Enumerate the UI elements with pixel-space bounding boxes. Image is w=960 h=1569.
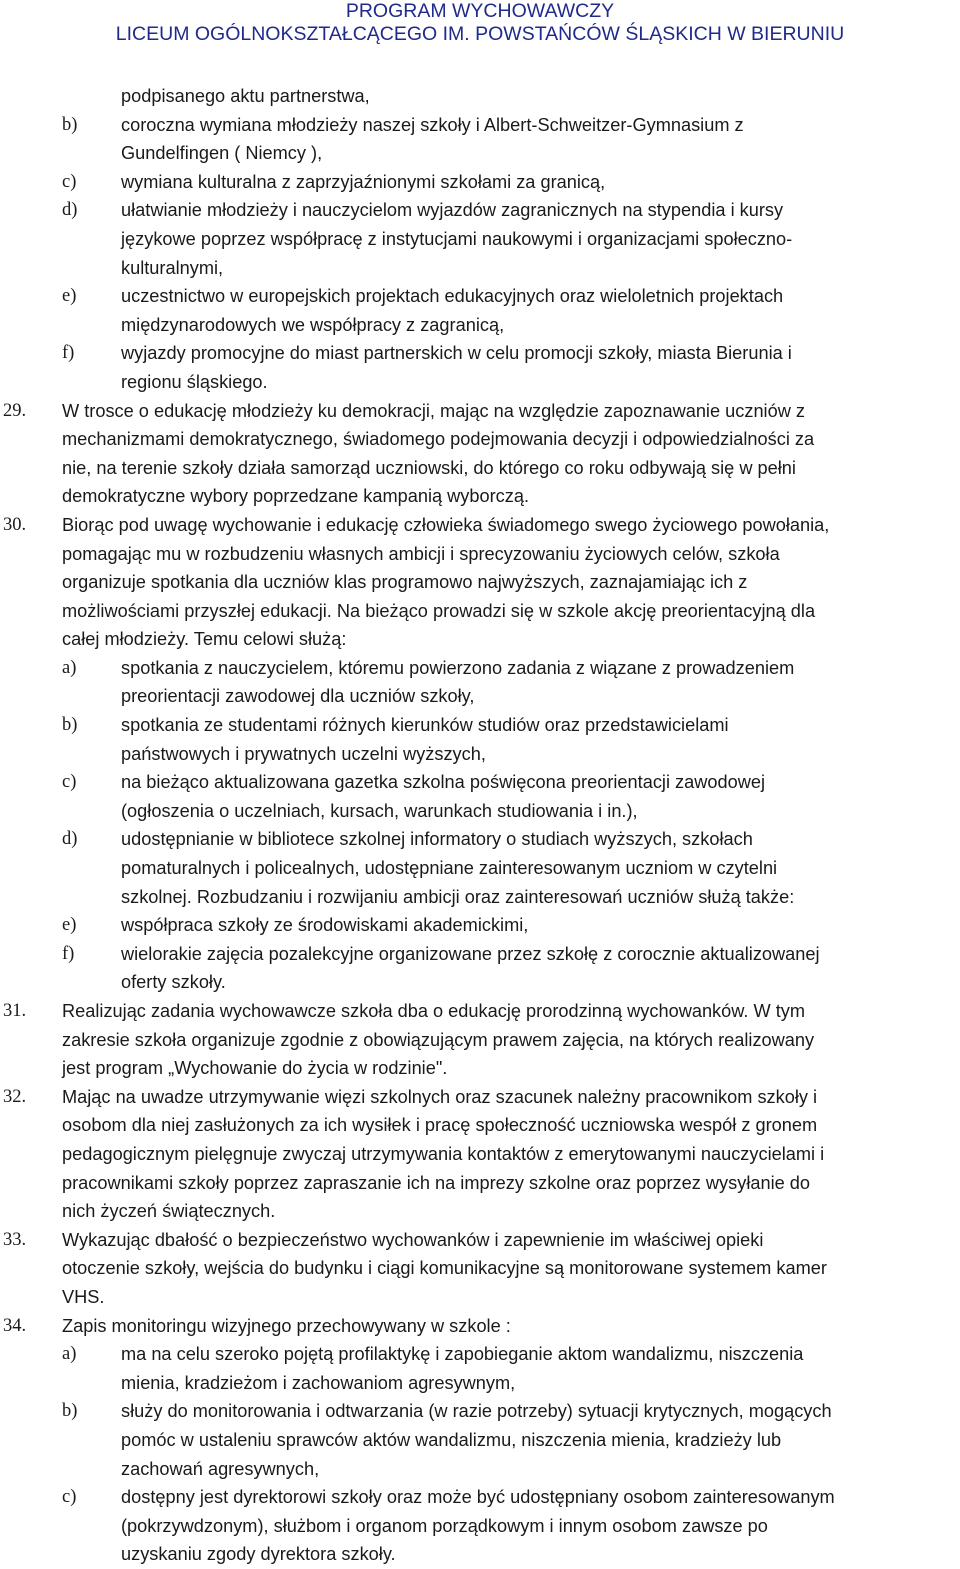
list-item-marker: c) — [62, 171, 77, 192]
text-line — [0, 1483, 960, 1512]
line-text: służy do monitorowania i odtwarzania (w razie potrzeby) sytuacji krytycznych, mogących — [121, 1401, 832, 1422]
line-text: podpisanego aktu partnerstwa, — [121, 86, 370, 106]
text-line — [0, 740, 960, 769]
list-item-marker: b) — [62, 114, 78, 135]
text-line — [0, 1369, 960, 1398]
list-item-marker: b) — [62, 1401, 78, 1422]
line-text: W trosce o edukację młodzieży ku demokracji, mając na względzie zapoznawanie uczniów z — [62, 400, 805, 421]
list-item-marker: c) — [62, 772, 77, 793]
text-line — [0, 1254, 960, 1283]
text-line — [0, 368, 960, 397]
line-text: kulturalnymi, — [121, 257, 224, 278]
text-line — [0, 482, 960, 511]
line-text: pomaturalnych i policealnych, udostępniane zainteresowanym uczniom w czytelni — [121, 858, 778, 879]
section-number: 31. — [3, 1001, 27, 1021]
list-item-marker: f) — [62, 343, 75, 364]
text-line — [0, 225, 960, 254]
line-text: ułatwianie młodzieży i nauczycielom wyjazdów zagranicznych na stypendia i kursy — [121, 200, 784, 221]
list-item-marker: c) — [62, 1487, 77, 1508]
list-item-marker: d) — [62, 829, 78, 850]
text-line — [0, 825, 960, 854]
text-line — [0, 311, 960, 340]
line-text: jest program „Wychowanie do życia w rodzinie". — [62, 1058, 448, 1079]
text-line — [0, 1283, 960, 1312]
page-header — [0, 0, 960, 46]
text-line — [0, 1397, 960, 1426]
line-text: ma na celu szeroko pojętą profilaktykę i zapobieganie aktom wandalizmu, niszczenia — [121, 1344, 804, 1365]
text-line — [0, 82, 960, 111]
line-text: dostępny jest dyrektorowi szkoły oraz może być udostępniany osobom zainteresowanym — [121, 1487, 835, 1508]
text-line — [0, 968, 960, 997]
list-item-marker: a) — [62, 657, 77, 678]
line-text: możliwościami przyszłej edukacji. Na bieżąco prowadzi się w szkole akcję preorientacyjną dla — [62, 600, 816, 621]
text-line — [0, 1140, 960, 1169]
line-text: Mając na uwadze utrzymywanie więzi szkolnych oraz szacunek należny pracownikom szkoły i — [62, 1086, 818, 1107]
text-line — [0, 454, 960, 483]
text-line — [0, 711, 960, 740]
line-text: coroczna wymiana młodzieży naszej szkoły i Albert-Schweitzer-Gymnasium z — [121, 114, 744, 135]
text-line — [0, 1340, 960, 1369]
line-text: (ogłoszenia o uczelniach, kursach, warunkach studiowania i in.), — [121, 800, 638, 821]
text-line — [0, 254, 960, 283]
text-line — [0, 625, 960, 654]
line-text: udostępnianie w bibliotece szkolnej informatory o studiach wyższych, szkołach — [121, 829, 753, 850]
text-line — [0, 196, 960, 225]
text-line — [0, 339, 960, 368]
text-line — [0, 797, 960, 826]
line-text: międzynarodowych we współpracy z zagranicą, — [121, 314, 505, 335]
line-text: regionu śląskiego. — [121, 371, 268, 392]
section-number: 29. — [3, 400, 27, 421]
line-text: Zapis monitoringu wizyjnego przechowywany w szkole : — [62, 1315, 511, 1336]
text-line — [0, 1426, 960, 1455]
line-text: mechanizmami demokratycznego, świadomego podejmowania decyzji i odpowiedzialności za — [62, 429, 815, 450]
line-text: współpraca szkoły ze środowiskami akademickimi, — [121, 915, 529, 936]
line-text: pedagogicznym pielęgnuje zwyczaj utrzymywania kontaktów z emerytowanymi nauczycielami i — [62, 1143, 825, 1164]
line-text: uczestnictwo w europejskich projektach edukacyjnych oraz wieloletnich projektach — [121, 286, 784, 307]
line-text: wielorakie zajęcia pozalekcyjne organizowane przez szkołę z corocznie aktualizowanej — [121, 943, 820, 964]
text-line — [0, 139, 960, 168]
list-item-marker: e) — [62, 915, 77, 936]
line-text: zakresie szkoła organizuje zgodnie z obowiązującym prawem zajęcia, na których realizowany — [62, 1029, 815, 1050]
line-text: VHS. — [62, 1286, 105, 1307]
line-text: zachowań agresywnych, — [121, 1458, 320, 1479]
text-line — [0, 883, 960, 912]
text-line — [0, 1111, 960, 1140]
list-item-marker: b) — [62, 715, 78, 736]
line-text: Gundelfingen ( Niemcy ), — [121, 143, 323, 164]
line-text: uzyskaniu zgody dyrektora szkoły. — [121, 1544, 396, 1565]
line-text: pomagając mu w rozbudzeniu własnych ambicji i sprecyzowaniu życiowych celów, szkoła — [62, 543, 780, 564]
text-line — [0, 1512, 960, 1541]
text-line — [0, 168, 960, 197]
line-text: spotkania ze studentami różnych kierunków studiów oraz przedstawicielami — [121, 715, 729, 736]
text-line — [0, 768, 960, 797]
line-text: spotkania z nauczycielem, któremu powierzono zadania z wiązane z prowadzeniem — [121, 657, 795, 678]
header-title: PROGRAM WYCHOWAWCZY — [345, 0, 615, 22]
line-text: (pokrzywdzonym), służbom i organom porządkowym i innym osobom zawsze po — [121, 1515, 768, 1536]
text-line — [0, 1083, 960, 1112]
line-text: oferty szkoły. — [121, 972, 226, 993]
line-text: Biorąc pod uwagę wychowanie i edukację człowieka świadomego swego życiowego powołania, — [62, 514, 830, 535]
text-line — [0, 997, 960, 1026]
line-text: szkolnej. Rozbudzaniu i rozwijaniu ambicji oraz zainteresowań uczniów służą także: — [121, 886, 795, 907]
text-line — [0, 1226, 960, 1255]
text-line — [0, 1455, 960, 1484]
header-school-name: LICEUM OGÓLNOKSZTAŁCĄCEGO IM. POWSTAŃCÓW ŚLĄSKICH W BIERUNIU — [115, 23, 845, 45]
text-line — [0, 397, 960, 426]
text-line — [0, 511, 960, 540]
line-text: nie, na terenie szkoły działa samorząd uczniowski, do którego co roku odbywają się w pełni — [62, 457, 796, 478]
section-number: 34. — [3, 1315, 27, 1336]
line-text: otoczenie szkoły, wejścia do budynku i ciągi komunikacyjne są monitorowane systemem kamer — [62, 1258, 827, 1279]
line-text: Realizując zadania wychowawcze szkoła dba o edukację prorodzinną wychowanków. W tym — [62, 1001, 806, 1021]
list-item-marker: f) — [62, 943, 75, 964]
line-text: wyjazdy promocyjne do miast partnerskich w celu promocji szkoły, miasta Bierunia i — [121, 343, 792, 364]
text-line — [0, 282, 960, 311]
line-text: wymiana kulturalna z zaprzyjaźnionymi szkołami za granicą, — [121, 171, 606, 192]
section-number: 32. — [3, 1086, 27, 1107]
line-text: całej młodzieży. Temu celowi służą: — [62, 629, 347, 650]
text-line — [0, 1054, 960, 1083]
list-item-marker: d) — [62, 200, 78, 221]
text-line — [0, 1197, 960, 1226]
document-body — [0, 82, 960, 1569]
text-line — [0, 568, 960, 597]
text-line — [0, 854, 960, 883]
line-text: Wykazując dbałość o bezpieczeństwo wychowanków i zapewnienie im właściwej opieki — [62, 1229, 764, 1250]
line-text: językowe poprzez współpracę z instytucjami naukowymi i organizacjami społeczno- — [121, 228, 793, 249]
text-line — [0, 1169, 960, 1198]
text-line — [0, 940, 960, 969]
text-line — [0, 111, 960, 140]
text-line — [0, 1312, 960, 1341]
section-number: 33. — [3, 1229, 27, 1250]
text-line — [0, 682, 960, 711]
line-text: nich życzeń świątecznych. — [62, 1201, 276, 1222]
line-text: pomóc w ustaleniu sprawców aktów wandalizmu, niszczenia mienia, kradzieży lub — [121, 1429, 782, 1450]
text-line — [0, 1026, 960, 1055]
line-text: na bieżąco aktualizowana gazetka szkolna poświęcona preorientacji zawodowej — [121, 772, 766, 793]
line-text: pracownikami szkoły poprzez zapraszanie ich na imprezy szkolne oraz poprzez wysyłanie do — [62, 1172, 811, 1193]
text-line — [0, 654, 960, 683]
text-line — [0, 911, 960, 940]
text-line — [0, 425, 960, 454]
line-text: osobom dla niej zasłużonych za ich wysiłek i pracę społeczność uczniowska wespół z gronem — [62, 1115, 818, 1136]
line-text: preorientacji zawodowej dla uczniów szkoły, — [121, 686, 475, 707]
list-item-marker: a) — [62, 1344, 77, 1365]
list-item-marker: e) — [62, 286, 77, 307]
line-text: demokratyczne wybory poprzedzane kampanią wyborczą. — [62, 486, 530, 507]
text-line — [0, 540, 960, 569]
line-text: państwowych i prywatnych uczelni wyższych, — [121, 743, 486, 764]
text-line — [0, 1540, 960, 1569]
section-number: 30. — [3, 514, 27, 535]
text-line — [0, 597, 960, 626]
line-text: organizuje spotkania dla uczniów klas programowo najwyższych, zaznajamiając ich z — [62, 572, 748, 593]
line-text: mienia, kradzieżom i zachowaniom agresywnym, — [121, 1372, 516, 1393]
